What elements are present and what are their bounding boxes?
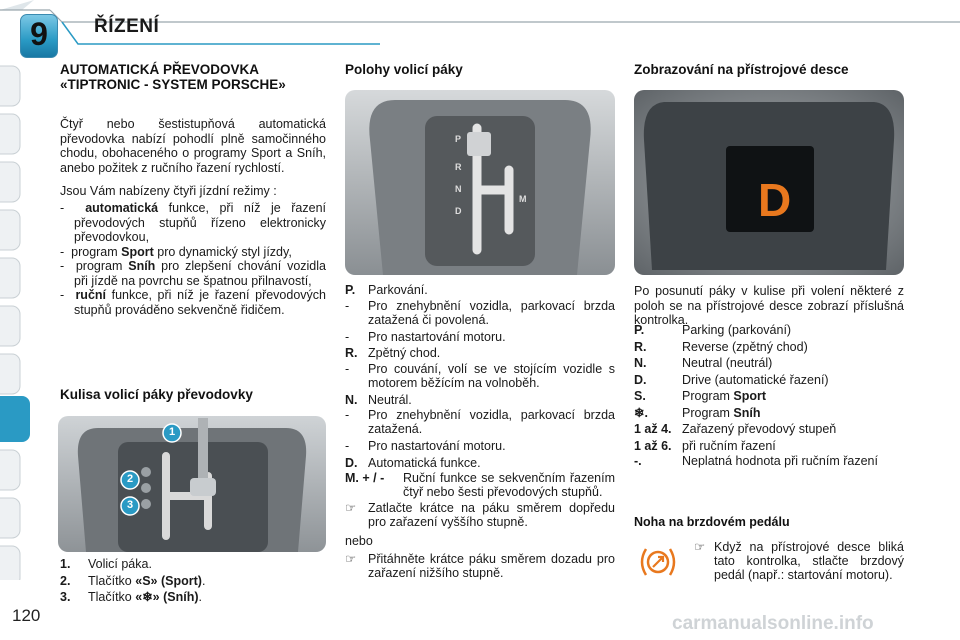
display-row: N. Neutral (neutrál) — [634, 356, 773, 370]
position-item: - Pro couvání, volí se ve stojícím vozidle s motorem běžícím na volnoběh. — [345, 361, 615, 390]
modes-list — [60, 201, 326, 317]
gate-heading: Kulisa volicí páky převodovky — [60, 387, 253, 402]
gate-letter-R: R — [455, 162, 462, 172]
page-number: 120 — [12, 606, 41, 625]
gate-letter-P: P — [455, 134, 462, 144]
position-item: D. Automatická funkce. — [345, 455, 481, 470]
note-shift-up: ☞ Zatlačte krátce na páku směrem dopředu pro zařazení vyššího stupně. — [345, 501, 615, 529]
display-row: P. Parking (parkování) — [634, 323, 792, 337]
mode-item: - automatická funkce, při níž je řazení převodových stupňů řízeno elektronicky převodovkou, — [60, 201, 326, 244]
section-heading-gearbox: AUTOMATICKÁ PŘEVODOVKA «TIPTRONIC - SYSTEM PORSCHE» — [60, 62, 286, 92]
callout-1: 1 — [168, 426, 176, 438]
lever-photo — [345, 90, 615, 275]
position-item: - Pro nastartování motoru. — [345, 439, 506, 453]
position-item: R. Zpětný chod. — [345, 346, 441, 360]
callout-3: 3 — [126, 499, 134, 511]
display-gear-letter: D — [758, 174, 792, 226]
display-legend — [634, 322, 904, 468]
brake-warning-icon — [638, 545, 678, 579]
position-item: N. Neutrál. — [345, 392, 412, 407]
intro-paragraph: Čtyř nebo šestistupňová automatická převodovka nabízí pohodlí plně samočinného chodu, obohaceného o programy Sport a Sníh, anebo požitek z ručního řazení rychlostí. — [60, 117, 326, 175]
photo-legend — [60, 556, 330, 606]
display-row: D. Drive (automatické řazení) — [634, 372, 829, 387]
chapter-tabs — [0, 60, 40, 580]
display-row: -. Neplatná hodnota při ručním řazení — [634, 454, 878, 468]
page-title: ŘÍZENÍ — [94, 16, 160, 37]
gate-letter-N: N — [455, 184, 462, 194]
gear-gate-photo — [58, 416, 326, 552]
display-row: S. Program Sport — [634, 389, 767, 403]
brake-note: ☞ Když na přístrojové desce bliká tato kontrolka, stlačte brzdový pedál (např.: startování motoru). — [694, 540, 904, 582]
watermark: carmanualsonline.info — [672, 613, 874, 634]
note-shift-down: ☞ Přitáhněte krátce páku směrem dozadu pro zařazení nižšího stupně. — [345, 551, 615, 580]
position-item: - Pro znehybnění vozidla, parkovací brzda zatažená. — [345, 408, 615, 436]
display-row: 1 až 4. Zařazený převodový stupeň — [634, 422, 837, 436]
chapter-number: 9 — [30, 16, 48, 52]
modes-intro: Jsou Vám nabízeny čtyři jízdní režimy : — [60, 184, 277, 198]
legend-item: 3. Tlačítko «❄» (Sníh). — [60, 590, 202, 604]
display-row: R. Reverse (zpětný chod) — [634, 339, 808, 354]
position-item: - Pro znehybnění vozidla, parkovací brzda zatažená či povolená. — [345, 298, 615, 327]
position-item: - Pro nastartování motoru. — [345, 329, 506, 344]
legend-item: 2. Tlačítko «S» (Sport). — [60, 573, 206, 588]
or-text: nebo — [345, 534, 373, 548]
display-row: ❄. Program Sníh — [634, 405, 761, 420]
brake-heading: Noha na brzdovém pedálu — [634, 515, 790, 529]
gate-letter-M: M — [519, 194, 527, 204]
callout-2: 2 — [126, 473, 134, 485]
display-row: 1 až 6. při ručním řazení — [634, 438, 776, 453]
display-intro: Po posunutí páky v kulise při volení některé z poloh se na přístrojové desce zobrazí příslušná kontrolka. — [634, 284, 904, 327]
mode-item: - program Sníh pro zlepšení chování vozidla při jízdě na povrchu se špatnou přilnavostí, — [60, 259, 326, 288]
gate-letter-D: D — [455, 206, 462, 216]
mode-item: - ruční funkce, při níž je řazení převodových stupňů prováděno sekvenčně řidičem. — [60, 288, 326, 317]
mode-item: - program Sport pro dynamický styl jízdy, — [60, 244, 292, 259]
instrument-display-photo — [634, 90, 904, 275]
position-item: M. + / - Ruční funkce se sekvenčním řazením čtyř nebo šesti převodových stupňů. — [345, 471, 615, 499]
lever-positions-heading: Polohy volicí páky — [345, 62, 463, 77]
display-heading: Zobrazování na přístrojové desce — [634, 62, 849, 77]
legend-item: 1. Volicí páka. — [60, 557, 152, 571]
lever-positions-list — [345, 282, 615, 580]
position-item: P. Parkování. — [345, 283, 428, 297]
